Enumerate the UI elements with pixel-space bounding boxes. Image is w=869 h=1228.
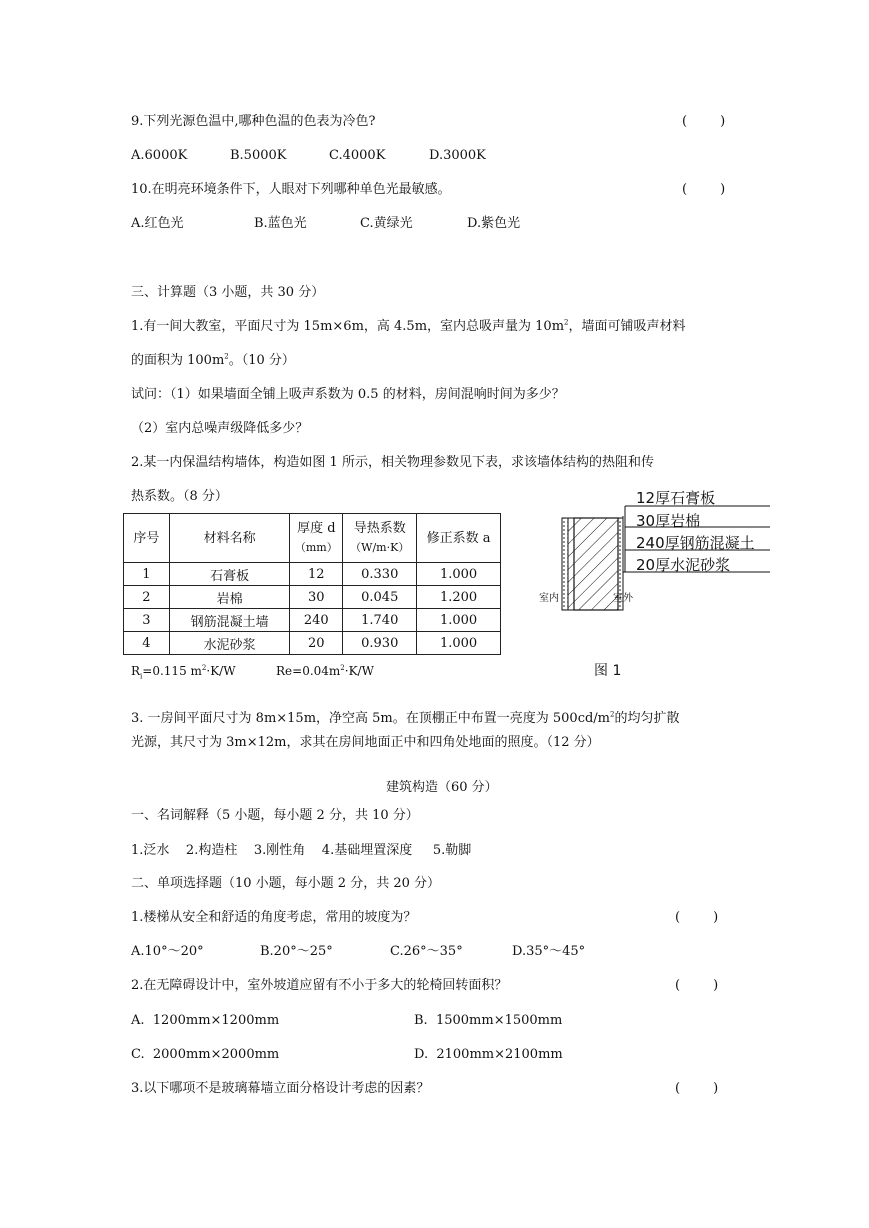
definitions-heading: 一、名词解释（5 小题，每小题 2 分，共 10 分）: [131, 808, 419, 823]
calc-q1-line2: 的面积为 $100m^2$。（10 分）: [131, 352, 295, 368]
inner-surface-resistance: $R_i=0.115$ $m^2\cdot K/W$: [131, 664, 236, 681]
calc-q1-line1: 1.有一间大教室，平面尺寸为 15m×6m，高 4.5m，室内总吸声量为 $10m^2$，墙面可铺吸声材料: [131, 318, 686, 334]
header-thickness: 厚度 d （mm）: [290, 514, 343, 563]
question-9-option-d: D.3000K: [429, 148, 486, 163]
construction-q2-option-c: C. 2000mm×2000mm: [131, 1047, 280, 1062]
table-cell: 3: [124, 609, 170, 632]
header-material: 材料名称: [169, 514, 289, 563]
figure-caption: 图 1: [594, 663, 622, 679]
question-9-option-a: A.6000K: [131, 148, 188, 163]
calc-q2-line2: 热系数。（8 分）: [131, 489, 228, 504]
table-cell: 0.330: [343, 563, 417, 586]
table-cell: 12: [290, 563, 343, 586]
layer-label-mortar: 20厚水泥砂浆: [636, 556, 731, 574]
table-row: [124, 609, 501, 632]
question-10-option-b: B.蓝色光: [254, 216, 307, 231]
table-cell: 1.200: [417, 586, 501, 609]
calc-q1-sub2: （2）室内总噪声级降低多少？: [131, 421, 309, 436]
table-cell: 0.930: [343, 632, 417, 655]
construction-q1-option-c: C.26°～35°: [390, 944, 463, 959]
construction-q3-answer-blank: ( ): [675, 1081, 719, 1096]
calc-section-heading: 三、计算题（3 小题，共 30 分）: [131, 285, 325, 300]
header-index: 序号: [124, 514, 170, 563]
layer-label-concrete: 240厚钢筋混凝土: [636, 534, 755, 552]
table-row: [124, 586, 501, 609]
table-cell: 岩棉: [169, 586, 289, 609]
header-correction: 修正系数 a: [417, 514, 501, 563]
table-cell: 1.740: [343, 609, 417, 632]
table-cell: 1: [124, 563, 170, 586]
header-conductivity: 导热系数 （W/m·K）: [343, 514, 417, 563]
table-cell: 1.000: [417, 563, 501, 586]
table-cell: 石膏板: [169, 563, 289, 586]
construction-q2-option-b: B. 1500mm×1500mm: [414, 1013, 563, 1028]
calc-q2-line1: 2.某一内保温结构墙体，构造如图 1 所示，相关物理参数见下表，求该墙体结构的热阻和传: [131, 455, 654, 470]
table-cell: 1.000: [417, 632, 501, 655]
table-cell: 0.045: [343, 586, 417, 609]
table-header-row: [124, 514, 501, 563]
label-outside: 室外: [613, 593, 633, 604]
question-9-option-b: B.5000K: [230, 148, 287, 163]
calc-q1-sub1: 试问：（1）如果墙面全铺上吸声系数为 0.5 的材料，房间混响时间为多少？: [131, 387, 565, 402]
table-cell: 20: [290, 632, 343, 655]
table-cell: 30: [290, 586, 343, 609]
question-10-answer-blank: ( ): [682, 182, 726, 197]
table-cell: 2: [124, 586, 170, 609]
table-cell: 钢筋混凝土墙: [169, 609, 289, 632]
construction-q3-text: 3.以下哪项不是玻璃幕墙立面分格设计考虑的因素？: [131, 1081, 430, 1096]
question-10-option-a: A.红色光: [131, 216, 184, 231]
construction-q2-answer-blank: ( ): [675, 978, 719, 993]
materials-table: [123, 513, 501, 655]
table-cell: 4: [124, 632, 170, 655]
layer-label-rockwool: 30厚岩棉: [636, 512, 701, 530]
table-row: [124, 632, 501, 655]
construction-q2-option-a: A. 1200mm×1200mm: [131, 1013, 280, 1028]
question-9-text: 9.下列光源色温中,哪种色温的色表为冷色?: [131, 114, 376, 129]
construction-q1-option-d: D.35°～45°: [512, 944, 586, 959]
construction-q1-answer-blank: ( ): [675, 910, 719, 925]
definitions-terms: 1.泛水 2.构造柱 3.刚性角 4.基础埋置深度 5.勒脚: [131, 843, 472, 858]
construction-q1-text: 1.楼梯从安全和舒适的角度考虑，常用的坡度为？: [131, 910, 417, 925]
question-9-answer-blank: ( ): [682, 114, 726, 129]
construction-q1-option-a: A.10°～20°: [131, 944, 204, 959]
construction-q1-option-b: B.20°～25°: [260, 944, 333, 959]
calc-q3-line1: 3. 一房间平面尺寸为 8m×15m，净空高 5m。在顶棚正中布置一亮度为 $500cd/m^2$的均匀扩散: [131, 710, 680, 726]
question-10-text: 10.在明亮环境条件下，人眼对下列哪种单色光最敏感。: [131, 182, 451, 197]
calc-q3-line2: 光源，其尺寸为 3m×12m，求其在房间地面正中和四角处地面的照度。（12 分）: [131, 735, 600, 750]
table-cell: 1.000: [417, 609, 501, 632]
table-cell: 水泥砂浆: [169, 632, 289, 655]
construction-q2-text: 2.在无障碍设计中，室外坡道应留有不小于多大的轮椅回转面积？: [131, 978, 508, 993]
table-row: [124, 563, 501, 586]
construction-title: 建筑构造（60 分）: [386, 780, 498, 795]
question-10-option-c: C.黄绿光: [360, 216, 413, 231]
choice-heading: 二、单项选择题（10 小题，每小题 2 分，共 20 分）: [131, 876, 441, 891]
question-10-option-d: D.紫色光: [467, 216, 521, 231]
table-cell: 240: [290, 609, 343, 632]
outer-surface-resistance: $Re=0.04m^2\cdot K/W$: [276, 664, 374, 678]
question-9-option-c: C.4000K: [329, 148, 386, 163]
layer-label-gypsum: 12厚石膏板: [636, 489, 716, 507]
construction-q2-option-d: D. 2100mm×2100mm: [414, 1047, 563, 1062]
label-inside: 室内: [539, 593, 559, 604]
